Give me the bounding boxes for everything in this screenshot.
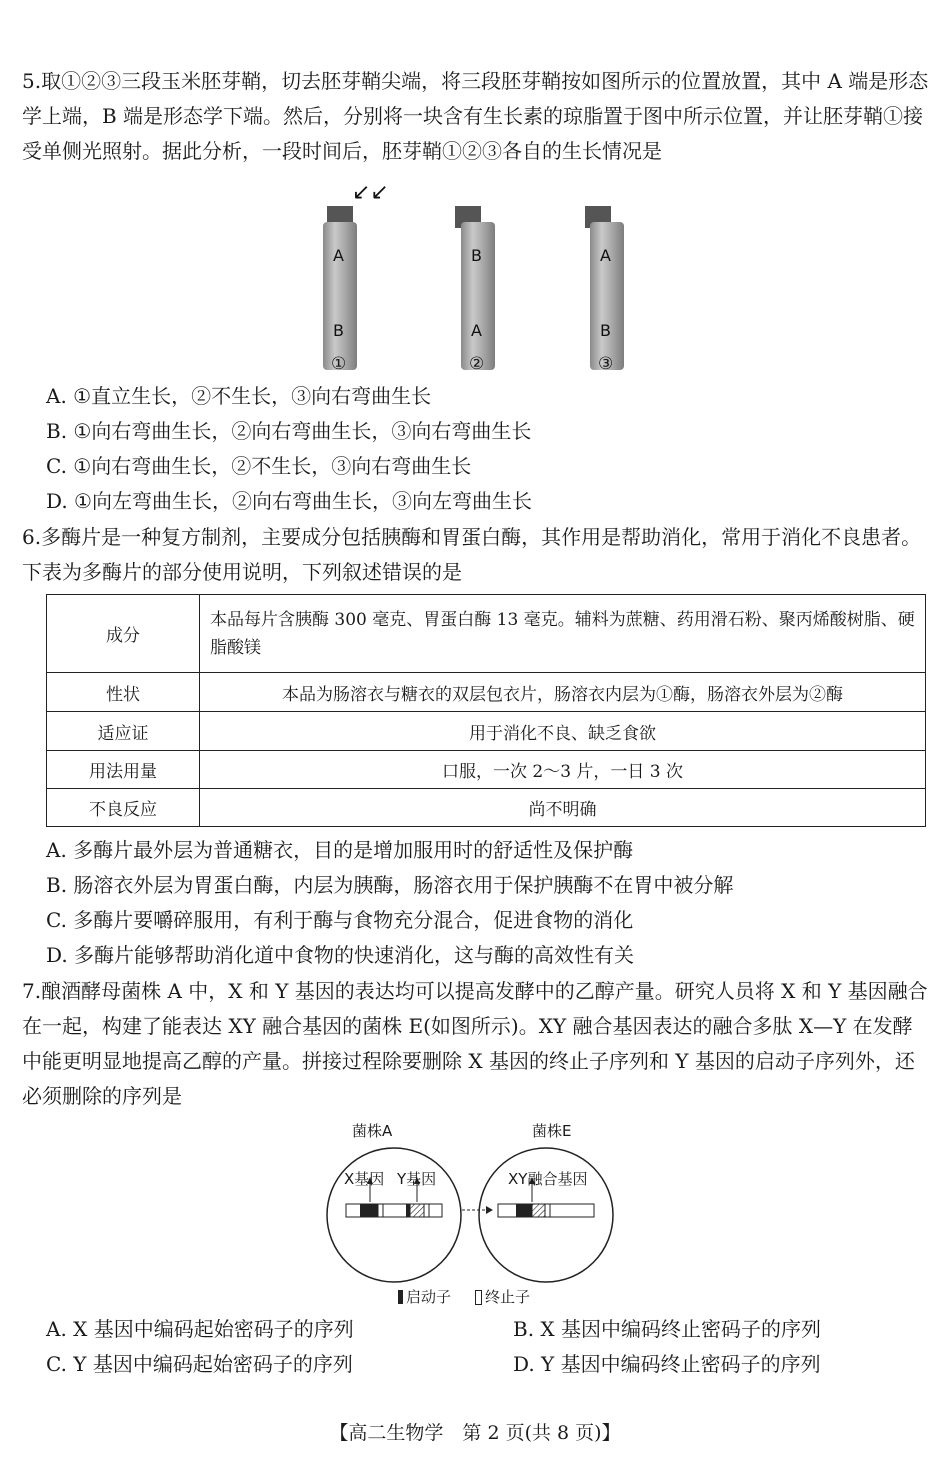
tube-3-bottom-label: B bbox=[600, 321, 611, 340]
strain-e-label: 菌株E bbox=[532, 1122, 572, 1140]
xy-y-part bbox=[532, 1204, 545, 1217]
q5-option-a: A. ①直立生长，②不生长，③向右弯曲生长 bbox=[46, 384, 432, 408]
promoter-xy bbox=[516, 1204, 520, 1217]
strain-diagram bbox=[320, 1140, 620, 1290]
xy-gene-label: XY融合基因 bbox=[508, 1170, 588, 1188]
promoter-legend-label: 启动子 bbox=[406, 1288, 452, 1306]
drug-instructions-table bbox=[46, 594, 926, 827]
q6-option-b: B. 肠溶衣外层为胃蛋白酶，内层为胰酶，肠溶衣用于保护胰酶不在胃中被分解 bbox=[46, 873, 734, 897]
question-5-number: 5. bbox=[22, 69, 42, 93]
question-7-number: 7. bbox=[22, 979, 42, 1003]
q7-option-d: D. Y 基因中编码终止密码子的序列 bbox=[513, 1352, 821, 1376]
page-footer: 【高二生物学 第 2 页(共 8 页)】 bbox=[329, 1422, 621, 1444]
row-value: 尚不明确 bbox=[200, 789, 926, 827]
row-label: 性状 bbox=[47, 673, 200, 712]
q6-option-c: C. 多酶片要嚼碎服用，有利于酶与食物充分混合，促进食物的消化 bbox=[46, 908, 634, 932]
light-arrows-icon: ↙↙ bbox=[352, 180, 389, 205]
strain-a-label: 菌株A bbox=[352, 1122, 393, 1140]
q5-option-b: B. ①向右弯曲生长，②向右弯曲生长，③向右弯曲生长 bbox=[46, 419, 532, 443]
table-row bbox=[47, 673, 926, 712]
question-5-stem: 取①②③三段玉米胚芽鞘，切去胚芽鞘尖端，将三段胚芽鞘按如图所示的位置放置，其中 A 端是形态学上端，B 端是形态学下端。然后，分别将一块含有生长素的琼脂置于图中所示位置，并让胚芽鞘①接受单侧光照射。据此分析，一段时间后，胚芽鞘①②③各自的生长情况是 bbox=[22, 69, 929, 163]
row-value: 口服，一次 2～3 片，一日 3 次 bbox=[200, 751, 926, 789]
table-row bbox=[47, 789, 926, 827]
q7-option-b: B. X 基因中编码终止密码子的序列 bbox=[513, 1317, 822, 1341]
y-gene-label: Y基因 bbox=[397, 1170, 437, 1188]
tube-1-caption: ① bbox=[331, 354, 347, 374]
question-6-number: 6. bbox=[22, 525, 42, 549]
tube-1-bottom-label: B bbox=[333, 321, 344, 340]
q6-option-d: D. 多酶片能够帮助消化道中食物的快速消化，这与酶的高效性有关 bbox=[46, 943, 635, 967]
row-label: 适应证 bbox=[47, 712, 200, 751]
question-7 bbox=[22, 974, 930, 1114]
tube-2-bottom-label: A bbox=[471, 321, 482, 340]
terminator-legend-icon bbox=[475, 1290, 482, 1305]
promoter-legend-icon bbox=[398, 1290, 403, 1304]
tube-2-caption: ② bbox=[469, 354, 485, 374]
terminator-legend-label: 终止子 bbox=[485, 1288, 531, 1306]
table-row bbox=[47, 751, 926, 789]
row-value: 用于消化不良、缺乏食欲 bbox=[200, 712, 926, 751]
table-row bbox=[47, 595, 926, 673]
q6-option-a: A. 多酶片最外层为普通糖衣，目的是增加服用时的舒适性及保护酶 bbox=[46, 838, 634, 862]
row-value: 本品每片含胰酶 300 毫克、胃蛋白酶 13 毫克。辅料为蔗糖、药用滑石粉、聚丙烯酸树脂、硬脂酸镁 bbox=[200, 595, 926, 673]
tube-3-caption: ③ bbox=[598, 354, 614, 374]
y-gene-block bbox=[410, 1204, 424, 1217]
row-label: 成分 bbox=[47, 595, 200, 673]
question-6-stem: 多酶片是一种复方制剂，主要成分包括胰酶和胃蛋白酶，其作用是帮助消化，常用于消化不良患者。下表为多酶片的部分使用说明，下列叙述错误的是 bbox=[22, 525, 922, 584]
coleoptile-1 bbox=[323, 222, 357, 370]
transform-arrow-icon bbox=[486, 1206, 493, 1214]
xy-x-part bbox=[520, 1204, 532, 1217]
coleoptile-3 bbox=[590, 222, 624, 370]
q5-option-c: C. ①向右弯曲生长，②不生长，③向右弯曲生长 bbox=[46, 454, 472, 478]
terminator-x bbox=[378, 1204, 383, 1217]
coleoptile-2 bbox=[461, 222, 495, 370]
row-label: 不良反应 bbox=[47, 789, 200, 827]
row-value: 本品为肠溶衣与糖衣的双层包衣片，肠溶衣内层为①酶，肠溶衣外层为②酶 bbox=[200, 673, 926, 712]
tube-1-top-label: A bbox=[333, 246, 344, 265]
question-7-stem: 酿酒酵母菌株 A 中，X 和 Y 基因的表达均可以提高发酵中的乙醇产量。研究人员将 X 和 Y 基因融合在一起，构建了能表达 XY 融合基因的菌株 E(如图所示)。XY 融合基因表达的融合多肽 X—Y 在发酵中能更明显地提高乙醇的产量。拼接过程除要删除 X 基因的终止子序列和 Y 基因的启动子序列外，还必须删除的序列是 bbox=[22, 979, 928, 1108]
x-gene-label: X基因 bbox=[344, 1170, 385, 1188]
question-5 bbox=[22, 64, 930, 169]
tube-3-top-label: A bbox=[600, 246, 611, 265]
table-row bbox=[47, 712, 926, 751]
row-label: 用法用量 bbox=[47, 751, 200, 789]
promoter-y bbox=[406, 1204, 410, 1217]
terminator-xy bbox=[545, 1204, 550, 1217]
question-6 bbox=[22, 520, 930, 590]
terminator-y bbox=[424, 1204, 429, 1217]
q7-option-c: C. Y 基因中编码起始密码子的序列 bbox=[46, 1352, 353, 1376]
tube-2-top-label: B bbox=[471, 246, 482, 265]
promoter-x bbox=[360, 1204, 364, 1217]
q7-option-a: A. X 基因中编码起始密码子的序列 bbox=[46, 1317, 354, 1341]
q5-option-d: D. ①向左弯曲生长，②向右弯曲生长，③向左弯曲生长 bbox=[46, 489, 532, 513]
x-gene-block bbox=[364, 1204, 378, 1217]
